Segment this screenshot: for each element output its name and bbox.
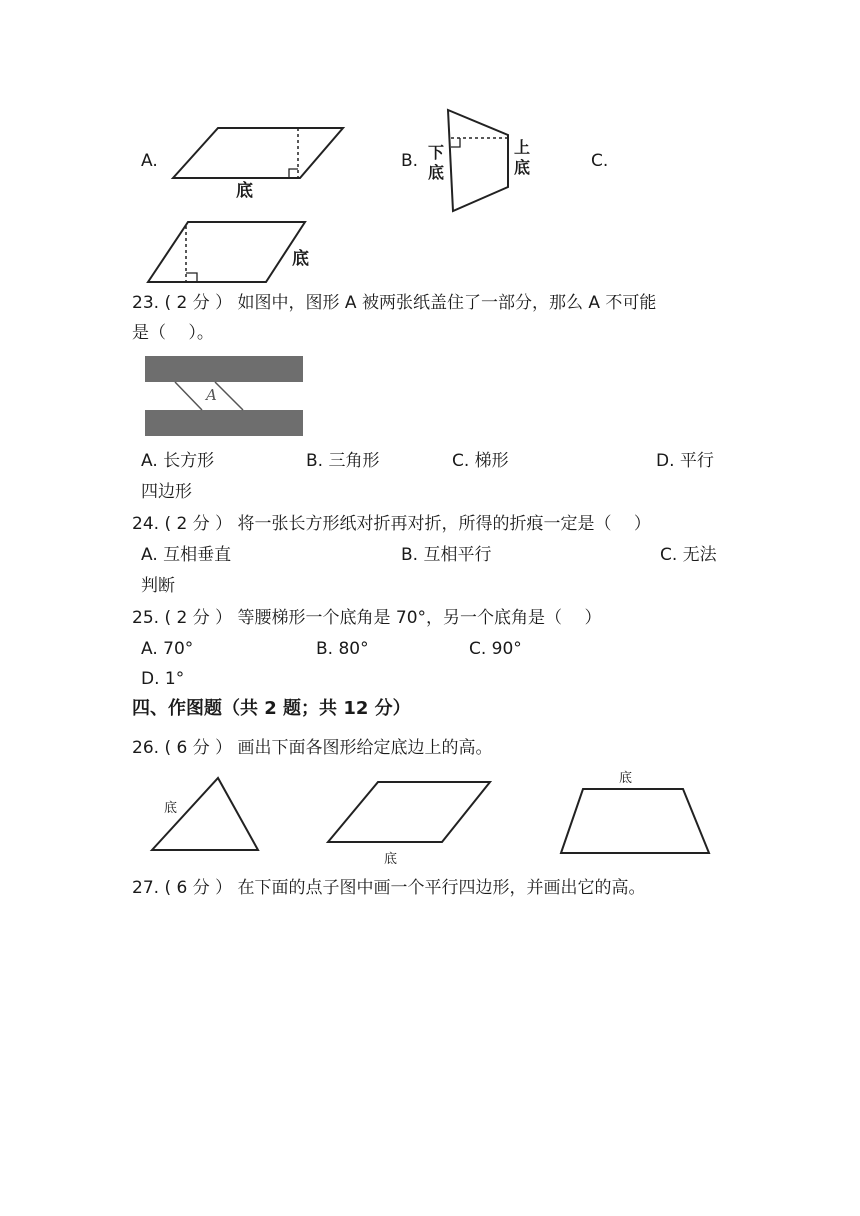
q23-option-c: C. 梯形 [452,451,509,471]
q22-figure-b-lower-base-label: 下底 [428,143,445,182]
q23-figure-label: A [206,386,217,404]
q25-question: 25. ( 2 分 ） 等腰梯形一个底角是 70°，另一个底角是（ ） [132,608,602,628]
q23-option-b: B. 三角形 [306,451,380,471]
q22-option-c-label: C. [591,151,609,171]
q23-covered-figure [145,356,303,438]
q22-figure-a-base-label: 底 [236,181,253,201]
q26-triangle-base-label: 底 [164,801,178,816]
q25-option-d: D. 1° [141,669,185,689]
q22-figure-a-parallelogram [168,122,353,204]
q26-question: 26. ( 6 分 ） 画出下面各图形给定底边上的高。 [132,738,493,758]
q25-option-a: A. 70° [141,639,194,659]
q23-option-d-line2: 四边形 [141,482,192,502]
q22-figure-b-upper-base-label: 上底 [514,138,531,177]
q27-question: 27. ( 6 分 ） 在下面的点子图中画一个平行四边形，并画出它的高。 [132,878,646,898]
q23-question-line2: 是（ ）。 [132,323,214,343]
q26-trapezoid [557,785,713,857]
q22-figure-c-base-label: 底 [292,249,309,269]
section-4-heading: 四、作图题（共 2 题；共 12 分） [132,698,411,719]
q22-figure-b-trapezoid [440,105,515,217]
q23-question-line1: 23. ( 2 分 ） 如图中，图形 A 被两张纸盖住了一部分，那么 A 不可能 [132,293,657,313]
q24-question: 24. ( 2 分 ） 将一张长方形纸对折再对折，所得的折痕一定是（ ） [132,514,651,534]
q22-option-a-label: A. [141,151,158,171]
q26-parallelogram-base-label: 底 [384,852,398,867]
q24-option-b: B. 互相平行 [401,545,492,565]
q25-option-b: B. 80° [316,639,369,659]
q26-parallelogram [324,778,494,848]
q24-option-a: A. 互相垂直 [141,545,232,565]
q24-option-c-line2: 判断 [141,576,175,596]
q23-option-d-line1: D. 平行 [656,451,714,471]
q22-figure-c-parallelogram [140,214,310,286]
q25-option-c: C. 90° [469,639,522,659]
q23-option-a: A. 长方形 [141,451,215,471]
q24-option-c-line1: C. 无法 [660,545,717,565]
q22-option-b-label: B. [401,151,419,171]
q26-trapezoid-base-label: 底 [619,771,633,786]
